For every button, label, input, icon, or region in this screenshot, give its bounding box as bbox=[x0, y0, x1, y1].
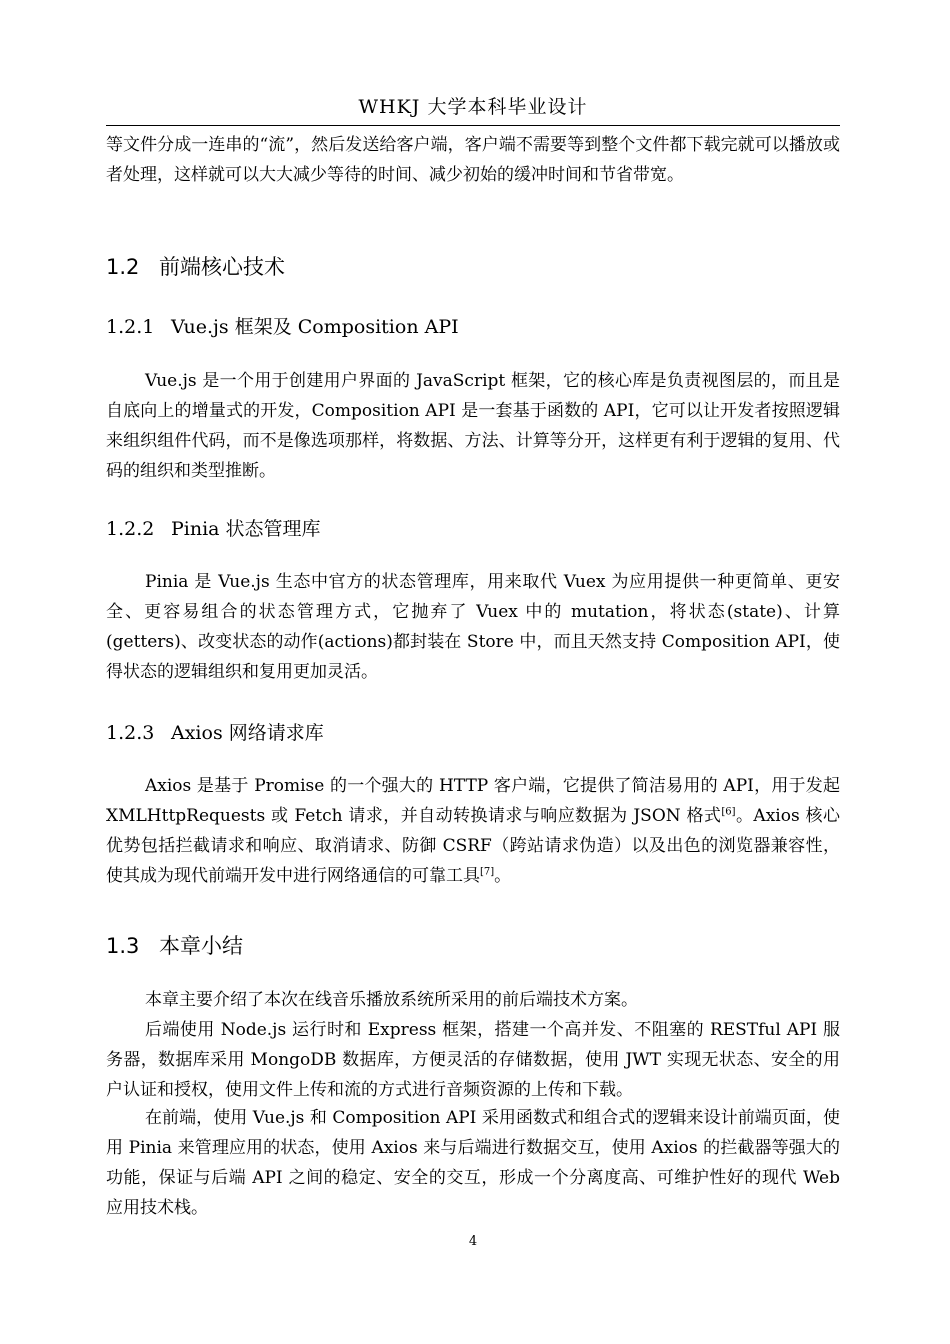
section-title: 本章小结 bbox=[159, 934, 243, 958]
page-number: 4 bbox=[468, 1234, 478, 1249]
summary-paragraph: 后端使用 Node.js 运行时和 Express 框架，搭建一个高并发、不阻塞的 RESTful API 服务器，数据库采用 MongoDB 数据库，方便灵活的存储数据，使用 JWT 实现无状态、安全的用户认证和授权，使用文件上传和流的方式进行音频资源的上传和下载。 bbox=[106, 1020, 840, 1100]
section-1-2-1-body: Vue.js 是一个用于创建用户界面的 JavaScript 框架，它的核心库是负责视图层的，而且是自底向上的增量式的开发，Composition API 是一套基于函数的 API，它可以让开发者按照逻辑来组织组件代码，而不是像选项那样，将数据、方法、计算等分开，这样更有利于逻辑的复用、代码的组织和类型推断。 bbox=[106, 371, 840, 481]
body-text: 。 bbox=[494, 866, 512, 886]
citation-ref: [7] bbox=[480, 866, 495, 878]
section-title: 前端核心技术 bbox=[159, 255, 285, 279]
document-page bbox=[106, 0, 840, 1344]
summary-paragraph: 在前端，使用 Vue.js 和 Composition API 采用函数式和组合式的逻辑来设计前端页面，使用 Pinia 来管理应用的状态，使用 Axios 来与后端进行数据交互，使用 Axios 的拦截器等强大的功能，保证与后端 API 之间的稳定、安全的交互，形成一个分离度高、可维护性好的现代 Web 应用技术栈。 bbox=[106, 1108, 840, 1218]
section-number: 1.2.2 bbox=[106, 518, 155, 540]
intro-paragraph: 等文件分成一连串的“流”，然后发送给客户端，客户端不需要等到整个文件都下载完就可以播放或者处理，这样就可以大大减少等待的时间、减少初始的缓冲时间和节省带宽。 bbox=[106, 135, 840, 185]
section-number: 1.3 bbox=[106, 934, 140, 958]
section-1-2-1-heading bbox=[106, 312, 459, 342]
section-number: 1.2 bbox=[106, 255, 140, 279]
section-1-2-3-heading bbox=[106, 718, 324, 748]
section-number: 1.2.3 bbox=[106, 722, 155, 744]
section-1-2-2-heading bbox=[106, 514, 321, 544]
section-number: 1.2.1 bbox=[106, 316, 155, 338]
page-header: WHKJ 大学本科毕业设计 bbox=[358, 96, 588, 118]
section-1-2-3-body bbox=[106, 771, 840, 891]
body-text: Axios 是基于 Promise 的一个强大的 HTTP 客户端，它提供了简洁易用的 API，用于发起 XMLHttpRequests 或 Fetch 请求，并自动转换请求与响应数据为 JSON 格式 bbox=[106, 776, 840, 826]
body-text: 。Axios 核心优势包括拦截请求和响应、取消请求、防御 CSRF（跨站请求伪造）以及出色的浏览器兼容性，使其成为现代前端开发中进行网络通信的可靠工具 bbox=[106, 806, 840, 886]
section-title: Vue.js 框架及 Composition API bbox=[171, 316, 459, 338]
section-1-3-heading bbox=[106, 930, 243, 962]
section-1-2-2-body: Pinia 是 Vue.js 生态中官方的状态管理库，用来取代 Vuex 为应用提供一种更简单、更安全、更容易组合的状态管理方式，它抛弃了 Vuex 中的 mutation，将状态(state)、计算(getters)、改变状态的动作(actions)都封装在 Store 中，而且天然支持 Composition API，使得状态的逻辑组织和复用更加灵活。 bbox=[106, 572, 840, 682]
section-title: Pinia 状态管理库 bbox=[171, 518, 321, 540]
citation-ref: [6] bbox=[721, 806, 736, 818]
section-1-2-heading bbox=[106, 251, 285, 283]
header-rule bbox=[106, 125, 840, 126]
summary-paragraph: 本章主要介绍了本次在线音乐播放系统所采用的前后端技术方案。 bbox=[145, 990, 638, 1010]
section-title: Axios 网络请求库 bbox=[171, 722, 324, 744]
